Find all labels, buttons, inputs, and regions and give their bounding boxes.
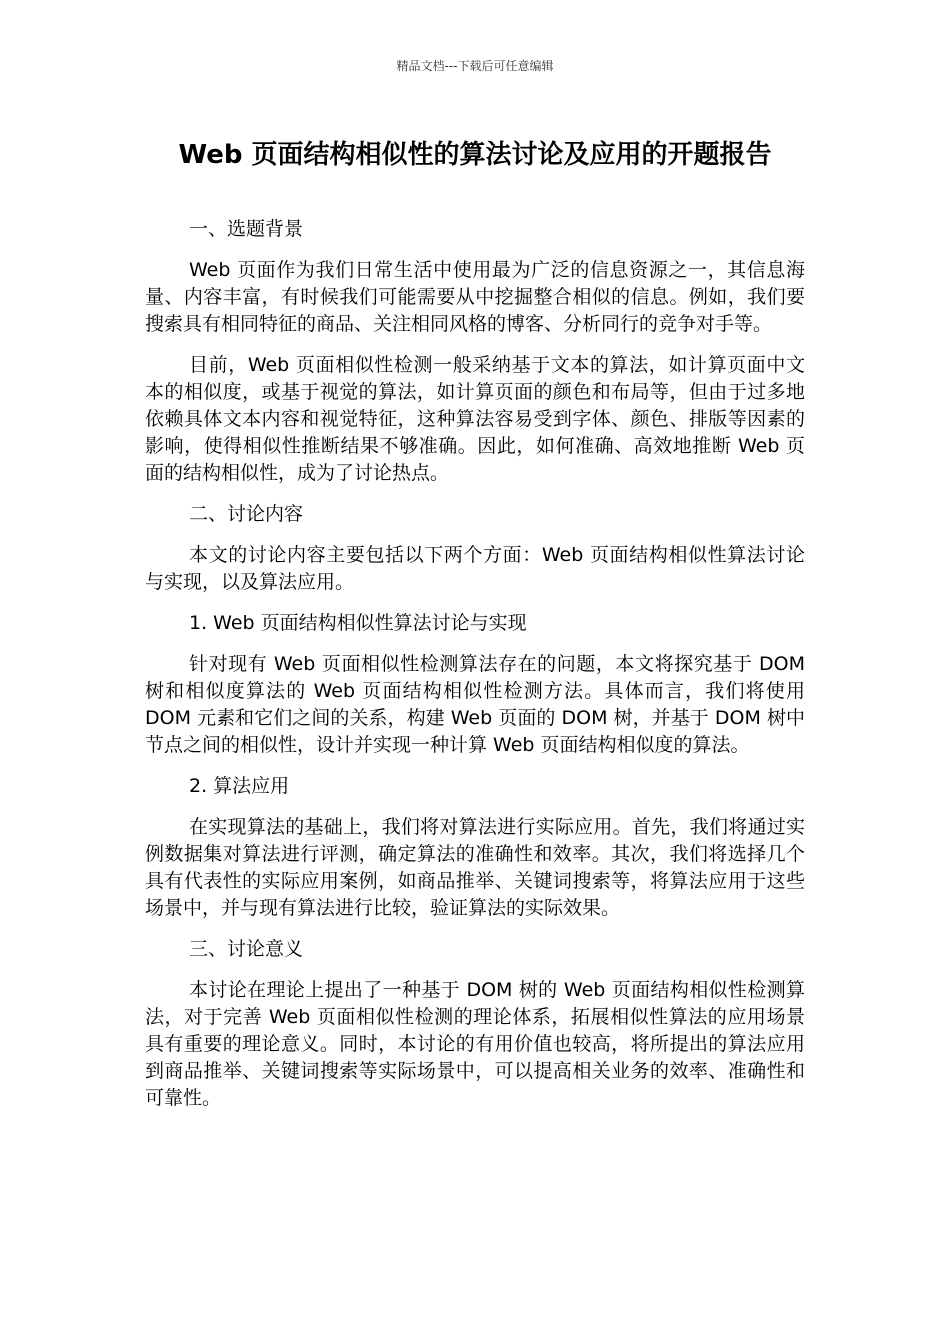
subsection-heading-algorithm: 1. Web 页面结构相似性算法讨论与实现	[189, 612, 527, 634]
paragraph-application: 在实现算法的基础上，我们将对算法进行实际应用。首先，我们将通过实例数据集对算法进行评测，确定算法的准确性和效率。其次，我们将选择几个具有代表性的实际应用案例，如商品推举、关键词搜索等，将算法应用于这些场景中，并与现有算法进行比较，验证算法的实际效果。	[145, 816, 805, 919]
document-header-note: 精品文档---下载后可任意编辑	[396, 59, 554, 73]
paragraph-background-1: Web 页面作为我们日常生活中使用最为广泛的信息资源之一，其信息海量、内容丰富，有时候我们可能需要从中挖掘整合相似的信息。例如，我们要搜索具有相同特征的商品、关注相同风格的博客、分析同行的竞争对手等。	[145, 259, 805, 335]
section-heading-significance: 三、讨论意义	[189, 938, 304, 960]
document-title: Web 页面结构相似性的算法讨论及应用的开题报告	[178, 140, 772, 170]
paragraph-content-intro: 本文的讨论内容主要包括以下两个方面：Web 页面结构相似性算法讨论与实现，以及算法应用。	[145, 544, 805, 593]
subsection-heading-application: 2. 算法应用	[189, 775, 290, 797]
paragraph-background-2: 目前，Web 页面相似性检测一般采纳基于文本的算法，如计算页面中文本的相似度，或基于视觉的算法，如计算页面的颜色和布局等，但由于过多地依赖具体文本内容和视觉特征，这种算法容易受到字体、颜色、排版等因素的影响，使得相似性推断结果不够准确。因此，如何准确、高效地推断 Web 页面的结构相似性，成为了讨论热点。	[145, 354, 805, 484]
paragraph-algorithm: 针对现有 Web 页面相似性检测算法存在的问题，本文将探究基于 DOM 树和相似度算法的 Web 页面结构相似性检测方法。具体而言，我们将使用 DOM 元素和它们之间的关系，构建 Web 页面的 DOM 树，并基于 DOM 树中节点之间的相似性，设计并实现一种计算 Web 页面结构相似度的算法。	[145, 653, 805, 756]
document-body	[145, 216, 805, 1126]
paragraph-significance: 本讨论在理论上提出了一种基于 DOM 树的 Web 页面结构相似性检测算法，对于完善 Web 页面相似性检测的理论体系，拓展相似性算法的应用场景具有重要的理论意义。同时，本讨论的有用价值也较高，将所提出的算法应用到商品推举、关键词搜索等实际场景中，可以提高相关业务的效率、准确性和可靠性。	[145, 979, 805, 1109]
section-heading-content: 二、讨论内容	[189, 503, 304, 525]
section-heading-background: 一、选题背景	[189, 218, 304, 240]
